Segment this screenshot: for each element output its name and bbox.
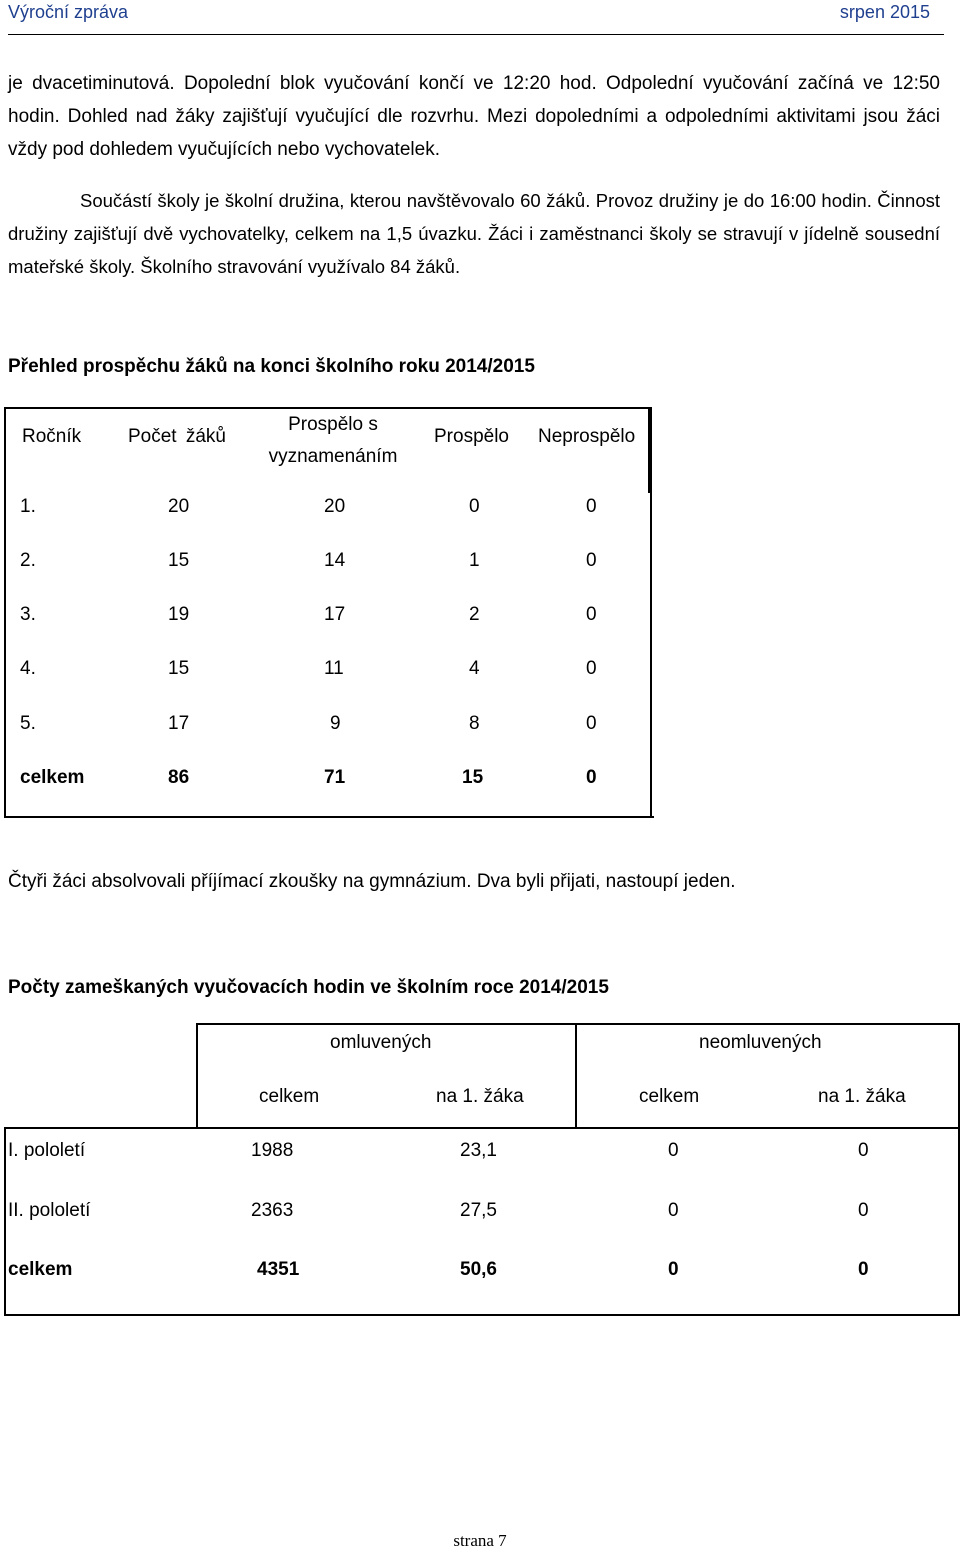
- header-failed: Neprospělo: [538, 426, 636, 447]
- absence-table-group-divider: [575, 1023, 577, 1129]
- paragraph-after-school-club: [8, 184, 940, 283]
- row1-passed: 0: [469, 496, 480, 517]
- table2-title: Počty zameškaných vyučovacích hodin ve školním roce 2014/2015: [8, 977, 609, 998]
- header-passed-with-honors-line2: vyznamenáním: [268, 446, 398, 467]
- row-semester1-excused-per-student: 23,1: [460, 1140, 497, 1161]
- row-total-excused-per-student: 50,6: [460, 1259, 497, 1280]
- group-unexcused: neomluvených: [699, 1032, 822, 1053]
- row-total-label: celkem: [8, 1259, 73, 1280]
- row3-honors: 17: [324, 604, 346, 625]
- row2-grade: 2.: [20, 550, 36, 571]
- row5-failed: 0: [586, 713, 597, 734]
- total-failed: 0: [586, 767, 597, 788]
- row2-passed: 1: [469, 550, 480, 571]
- report-date: srpen 2015: [839, 2, 930, 22]
- paragraph-schedule: je dvacetiminutová. Dopolední blok vyučování končí ve 12:20 hod. Odpolední vyučování začíná ve 12:50 hodin. Dohled nad žáky zajišťují vyučující dle rozvrhu. Mezi dopoledními a odpoledními aktivitami jsou žáci vždy pod dohledem vyučujících nebo vychovatelek.: [8, 73, 940, 160]
- total-label: celkem: [20, 767, 85, 788]
- row4-honors: 11: [324, 658, 344, 679]
- row3-count: 19: [168, 604, 190, 625]
- row-semester2-excused-total: 2363: [251, 1200, 294, 1221]
- header-student-count: Počet žáků: [128, 426, 226, 447]
- total-honors: 71: [324, 767, 346, 788]
- total-passed: 15: [462, 767, 484, 788]
- row3-failed: 0: [586, 604, 597, 625]
- row4-failed: 0: [586, 658, 597, 679]
- results-table-bottom-border: [4, 816, 654, 818]
- table1-title: Přehled prospěchu žáků na konci školního roku 2014/2015: [8, 356, 535, 377]
- row3-grade: 3.: [20, 604, 36, 625]
- group-excused: omluvených: [330, 1032, 432, 1053]
- row5-grade: 5.: [20, 713, 36, 734]
- paragraph-after-school-club-text: Součástí školy je školní družina, kterou navštěvovalo 60 žáků. Provoz družiny je do 16:00 hodin. Činnost družiny zajišťují dvě vychovatelky, celkem na 1,5 úvazku. Žáci i zaměstnanci školy se stravují v jídelně sousední mateřské školy. Školního stravování využívalo 84 žáků.: [8, 190, 940, 277]
- row-total-excused-total: 4351: [257, 1259, 300, 1280]
- row2-honors: 14: [324, 550, 346, 571]
- absence-table: [4, 1023, 960, 1316]
- absence-table-top-border: [196, 1023, 960, 1025]
- absence-table-bottom-border: [4, 1314, 960, 1316]
- sub-unexcused-per-student: na 1. žáka: [818, 1086, 906, 1107]
- header-passed: Prospělo: [434, 426, 509, 447]
- row2-count: 15: [168, 550, 190, 571]
- results-table: [4, 407, 650, 818]
- row-semester2-label: II. pololetí: [8, 1200, 91, 1221]
- row-semester2-unexcused-per-student: 0: [858, 1200, 869, 1221]
- total-count: 86: [168, 767, 190, 788]
- row4-count: 15: [168, 658, 190, 679]
- row-semester2-excused-per-student: 27,5: [460, 1200, 497, 1221]
- row1-grade: 1.: [20, 496, 36, 517]
- row-total-unexcused-per-student: 0: [858, 1259, 869, 1280]
- row1-honors: 20: [324, 496, 346, 517]
- absence-table-left-border: [4, 1127, 6, 1316]
- page-header: [8, 0, 944, 35]
- row1-failed: 0: [586, 496, 597, 517]
- row-semester1-unexcused-total: 0: [668, 1140, 679, 1161]
- row5-passed: 8: [469, 713, 480, 734]
- header-grade: Ročník: [22, 426, 82, 447]
- header-passed-with-honors-line1: Prospělo s: [288, 414, 378, 435]
- row4-passed: 4: [469, 658, 480, 679]
- sub-excused-per-student: na 1. žáka: [436, 1086, 524, 1107]
- sub-excused-total: celkem: [259, 1086, 320, 1107]
- row1-count: 20: [168, 496, 190, 517]
- page-number: strana 7: [453, 1531, 507, 1550]
- row2-failed: 0: [586, 550, 597, 571]
- row-semester1-label: I. pololetí: [8, 1140, 86, 1161]
- row-semester1-unexcused-per-student: 0: [858, 1140, 869, 1161]
- results-table-right-border: [650, 407, 652, 818]
- row-semester2-unexcused-total: 0: [668, 1200, 679, 1221]
- row-semester1-excused-total: 1988: [251, 1140, 294, 1161]
- sub-unexcused-total: celkem: [639, 1086, 700, 1107]
- row4-grade: 4.: [20, 658, 36, 679]
- row-total-unexcused-total: 0: [668, 1259, 679, 1280]
- admission-note: Čtyři žáci absolvovali příjímací zkoušky na gymnázium. Dva byli přijati, nastoupí jeden.: [8, 871, 736, 892]
- row3-passed: 2: [469, 604, 480, 625]
- row5-count: 17: [168, 713, 190, 734]
- report-title: Výroční zpráva: [8, 2, 129, 22]
- absence-table-header-bottom-border: [4, 1127, 960, 1129]
- absence-table-header-left-border: [196, 1023, 198, 1129]
- results-table-left-border: [4, 407, 6, 818]
- row5-honors: 9: [330, 713, 341, 734]
